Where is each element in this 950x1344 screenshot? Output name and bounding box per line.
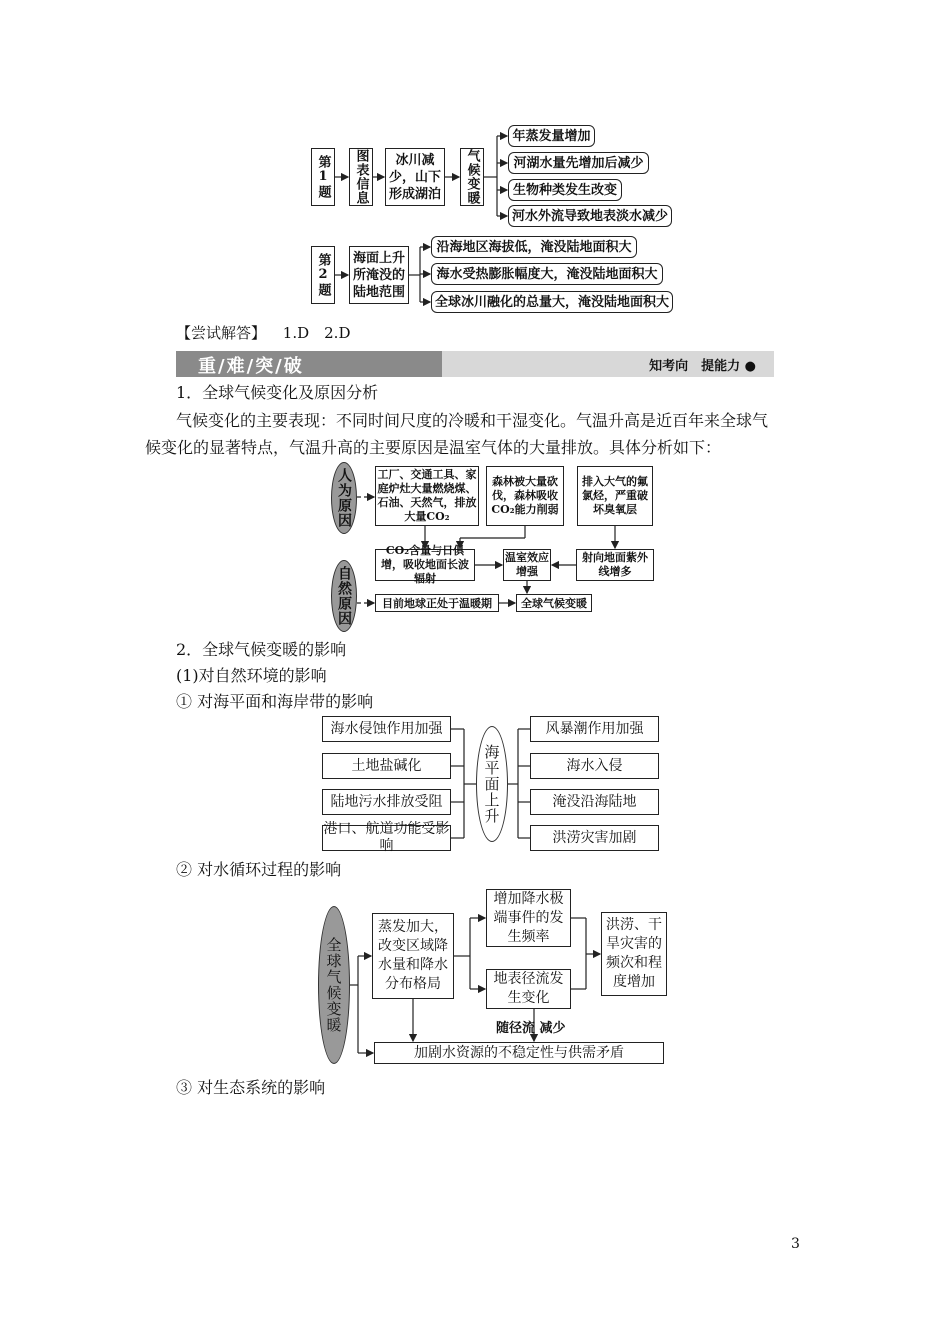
q1-box: 第1题	[311, 148, 335, 206]
sea-rise-oval: 海平面上升	[476, 726, 508, 842]
right-effect-box: 风暴潮作用加强	[530, 716, 659, 742]
sea-rise-box: 海面上升所淹没的陆地范围	[349, 246, 409, 304]
section2-heading: 2．全球气候变暖的影响	[176, 640, 347, 659]
outcome-box: 河湖水量先增加后减少	[508, 152, 649, 174]
section2-sub1a: ① 对海平面和海岸带的影响	[176, 692, 374, 711]
page-number: 3	[791, 1236, 800, 1252]
co2-box: CO₂含量与日俱增，吸收地面长波辐射	[375, 549, 475, 581]
evaporation-box: 蒸发加大，改变区域降水量和降水分布格局	[372, 913, 454, 999]
extreme-events-box: 增加降水极端事件的发生频率	[486, 889, 571, 947]
q2-box: 第2题	[311, 246, 335, 304]
chart-info-box: 图表信息	[349, 148, 373, 206]
left-effect-box: 土地盐碱化	[322, 753, 451, 779]
left-effect-box: 陆地污水排放受阻	[322, 789, 451, 815]
left-effect-box: 港口、航道功能受影响	[323, 821, 450, 854]
section1-heading: 1．全球气候变化及原因分析	[176, 383, 379, 402]
banner-title: 重/难/突/破	[198, 356, 304, 377]
cause-box-forest: 森林被大量砍伐，森林吸收CO₂能力削弱	[486, 466, 564, 526]
right-effect-box: 海水入侵	[530, 753, 659, 779]
answer-label: 【尝试解答】	[176, 324, 267, 342]
banner-subtitle: 知考向 提能力 ●	[649, 359, 756, 374]
global-warming-oval: 全球气候变暖	[318, 906, 350, 1064]
warm-period-box: 目前地球正处于温暖期	[375, 594, 499, 612]
cause-box-cfc: 排入大气的氟氯烃，严重破坏臭氧层	[577, 466, 653, 526]
section1-para-line2: 候变化的显著特点，气温升高的主要原因是温室气体的大量排放。具体分析如下：	[145, 438, 722, 457]
outcome-box: 生物种类发生改变	[508, 179, 622, 201]
runoff-label: 随径流 减少	[496, 1021, 566, 1036]
section2-sub1: (1)对自然环境的影响	[176, 666, 327, 685]
runoff-box: 地表径流发生变化	[486, 969, 571, 1009]
glacier-box: 冰川减少，山下形成湖泊	[385, 148, 445, 206]
greenhouse-box: 温室效应增强	[503, 549, 551, 581]
water-conflict-box: 加剧水资源的不稳定性与供需矛盾	[374, 1042, 664, 1064]
section2-sub1c: ③ 对生态系统的影响	[176, 1078, 326, 1097]
answer-text: 1.D 2.D	[282, 324, 351, 342]
global-warming-box: 全球气候变暖	[516, 594, 592, 612]
left-effect-box: 海水侵蚀作用加强	[322, 716, 451, 742]
outcome2-box: 全球冰川融化的总量大，淹没陆地面积大	[431, 291, 673, 313]
right-effect-box: 淹没沿海陆地	[530, 789, 659, 815]
right-effect-box: 洪涝灾害加剧	[530, 825, 659, 851]
uv-box: 射向地面紫外线增多	[576, 549, 654, 581]
natural-cause-oval: 自然原因	[331, 560, 357, 632]
outcome2-box: 海水受热膨胀幅度大，淹没陆地面积大	[431, 263, 663, 285]
section2-sub1b: ② 对水循环过程的影响	[176, 860, 342, 879]
cause-box-fuel: 工厂、交通工具、家庭炉灶大量燃烧煤、石油、天然气，排放大量CO₂	[375, 466, 479, 526]
section1-para-line1: 气候变化的主要表现：不同时间尺度的冷暖和干湿变化。气温升高是近百年来全球气	[176, 411, 769, 430]
warming-box: 气候变暖	[460, 148, 484, 206]
outcome-box: 河水外流导致地表淡水减少	[508, 205, 672, 227]
outcome-box: 年蒸发量增加	[508, 125, 595, 147]
human-cause-oval: 人为原因	[331, 462, 357, 534]
outcome2-box: 沿海地区海拔低，淹没陆地面积大	[431, 236, 637, 258]
disaster-box: 洪涝、干旱灾害的频次和程度增加	[601, 912, 667, 996]
